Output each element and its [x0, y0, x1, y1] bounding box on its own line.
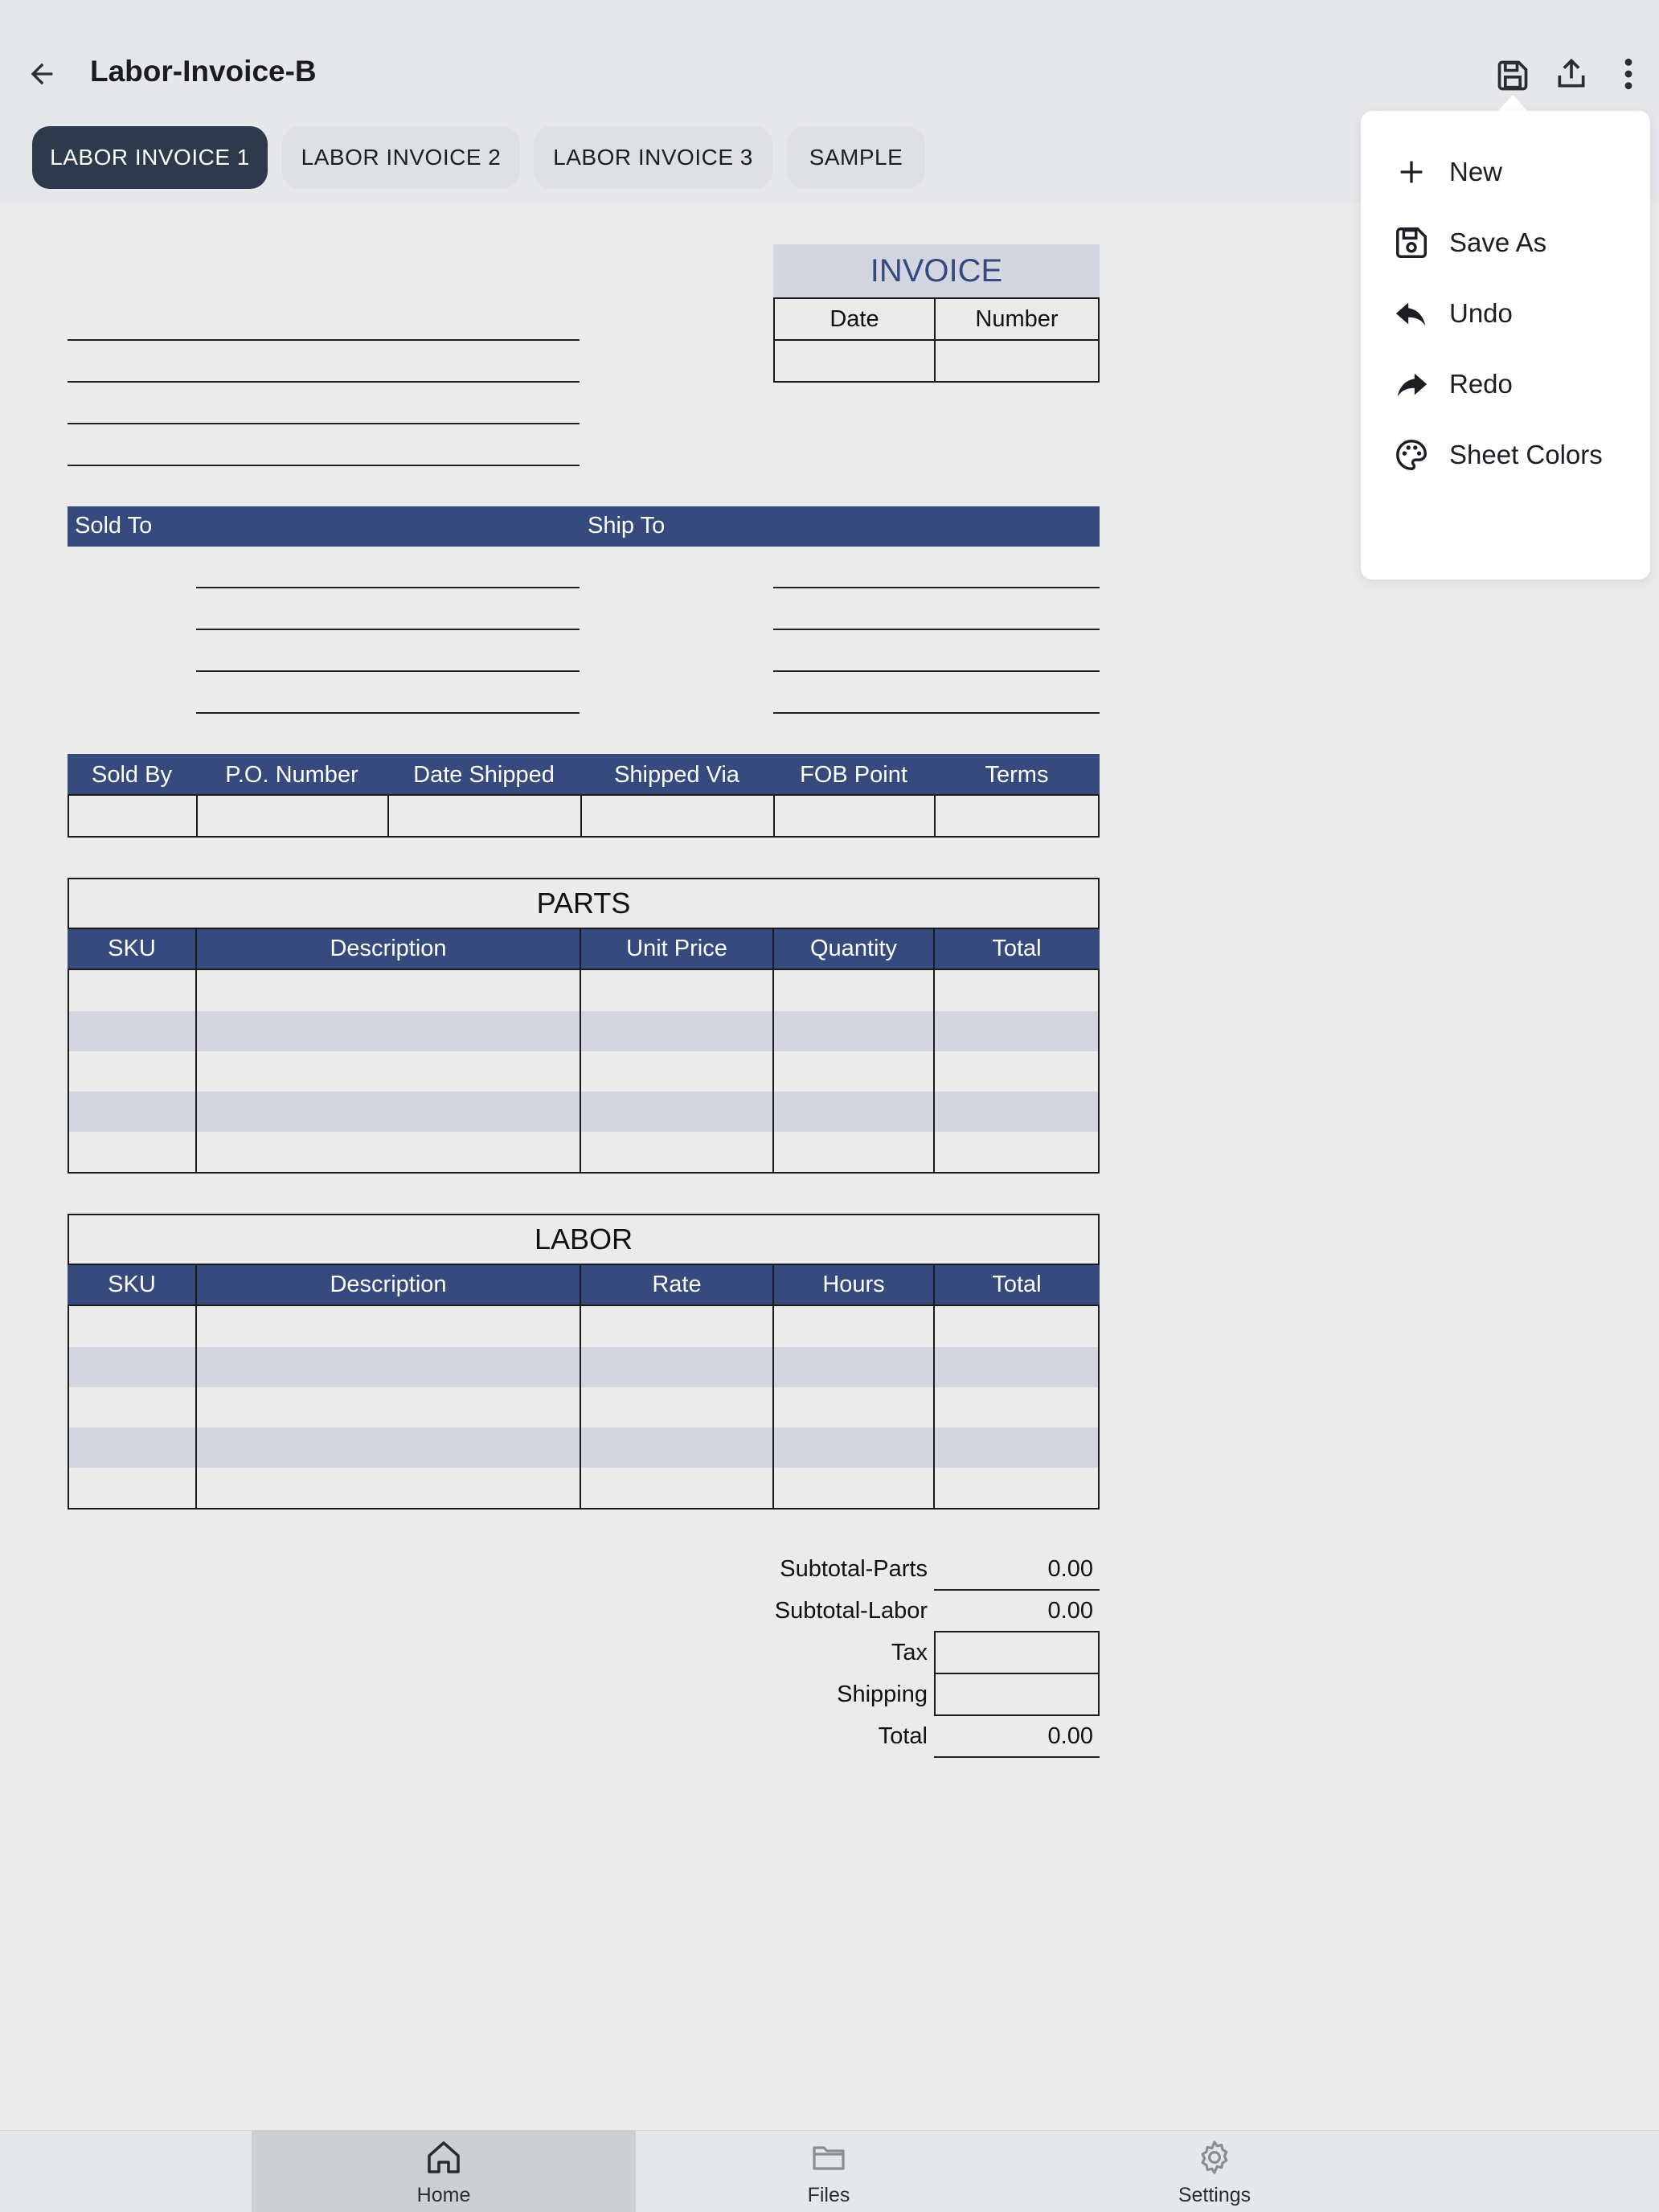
- sold-ship-bar: [68, 506, 1100, 547]
- nav-home-label: Home: [416, 2184, 471, 2206]
- column-divider: [195, 928, 197, 1174]
- labor-hours-header: Hours: [822, 1271, 885, 1297]
- nav-settings-label: Settings: [1178, 2184, 1251, 2206]
- plus-icon: [1387, 156, 1436, 188]
- gear-icon: [1195, 2138, 1234, 2181]
- menu-item-label: Undo: [1449, 298, 1513, 328]
- document-title: Labor-Invoice-B: [90, 55, 317, 88]
- header-divider: [68, 1305, 1100, 1306]
- ship-to-line[interactable]: [773, 712, 1100, 714]
- tab-sample[interactable]: SAMPLE: [787, 126, 925, 189]
- po-number-cell[interactable]: [196, 794, 389, 838]
- sold-to-line[interactable]: [196, 670, 580, 672]
- home-icon: [424, 2138, 463, 2181]
- number-label: Number: [975, 305, 1059, 332]
- menu-item-new[interactable]: [1361, 137, 1650, 207]
- menu-item-label: New: [1449, 157, 1503, 186]
- parts-sku-header: SKU: [108, 935, 156, 961]
- save-as-icon: [1387, 224, 1436, 261]
- number-cell[interactable]: [934, 339, 1100, 383]
- ship-to-line[interactable]: [773, 670, 1100, 672]
- ship-to-label: Ship To: [588, 513, 666, 539]
- save-icon[interactable]: [1489, 51, 1537, 100]
- menu-item-label: Redo: [1449, 369, 1513, 399]
- subtotal-labor-value[interactable]: 0.00: [1047, 1598, 1093, 1624]
- labor-title: LABOR: [534, 1223, 633, 1256]
- date-shipped-cell[interactable]: [387, 794, 582, 838]
- redo-icon: [1387, 366, 1436, 403]
- table-row[interactable]: [69, 1387, 1098, 1428]
- fob-point-header: FOB Point: [800, 761, 907, 788]
- company-line[interactable]: [68, 423, 580, 424]
- tax-field[interactable]: [934, 1631, 1100, 1674]
- shipped-via-cell[interactable]: [580, 794, 775, 838]
- menu-caret: [1497, 95, 1529, 113]
- sold-to-line[interactable]: [196, 587, 580, 588]
- back-arrow-icon[interactable]: [18, 50, 66, 98]
- column-divider: [195, 1264, 197, 1509]
- nav-files-label: Files: [807, 2184, 850, 2206]
- sold-to-label: Sold To: [75, 513, 153, 539]
- terms-cell[interactable]: [934, 794, 1100, 838]
- menu-item-label: Sheet Colors: [1449, 440, 1603, 469]
- tab-labor-invoice-2[interactable]: LABOR INVOICE 2: [282, 126, 520, 189]
- nav-files[interactable]: [636, 2130, 1022, 2212]
- table-row[interactable]: [69, 1305, 1098, 1347]
- company-line[interactable]: [68, 381, 580, 383]
- menu-item-undo[interactable]: [1361, 278, 1650, 349]
- table-row[interactable]: [69, 1347, 1098, 1387]
- parts-quantity-header: Quantity: [810, 935, 897, 961]
- invoice-title: INVOICE: [773, 244, 1100, 297]
- folder-icon: [809, 2138, 848, 2181]
- fob-point-cell[interactable]: [773, 794, 936, 838]
- sold-by-cell[interactable]: [68, 794, 198, 838]
- parts-title: PARTS: [536, 887, 631, 920]
- tax-label: Tax: [891, 1640, 928, 1665]
- date-shipped-header: Date Shipped: [413, 761, 555, 788]
- terms-header: Terms: [985, 761, 1049, 788]
- menu-item-sheet-colors[interactable]: [1361, 420, 1650, 490]
- subtotal-parts-label: Subtotal-Parts: [780, 1556, 928, 1582]
- labor-sku-header: SKU: [108, 1271, 156, 1297]
- table-row[interactable]: [69, 969, 1098, 1011]
- company-line[interactable]: [68, 465, 580, 466]
- header-divider: [68, 969, 1100, 970]
- po-number-header: P.O. Number: [225, 761, 358, 788]
- sold-by-header: Sold By: [92, 761, 172, 788]
- date-label: Date: [830, 305, 879, 332]
- tab-labor-invoice-3[interactable]: LABOR INVOICE 3: [534, 126, 772, 189]
- sold-to-line[interactable]: [196, 712, 580, 714]
- subtotal-parts-underline: [934, 1589, 1100, 1591]
- table-row[interactable]: [69, 1011, 1098, 1051]
- labor-description-header: Description: [330, 1271, 447, 1297]
- shipping-field[interactable]: [934, 1673, 1100, 1716]
- shipping-label: Shipping: [837, 1682, 928, 1707]
- parts-total-header: Total: [992, 935, 1042, 961]
- subtotal-labor-label: Subtotal-Labor: [774, 1598, 928, 1624]
- column-divider: [772, 928, 774, 1174]
- menu-item-redo[interactable]: [1361, 349, 1650, 420]
- more-vert-icon[interactable]: [1604, 50, 1653, 98]
- sold-to-line[interactable]: [196, 629, 580, 630]
- palette-icon: [1387, 436, 1436, 473]
- parts-description-header: Description: [330, 935, 447, 961]
- ship-to-line[interactable]: [773, 629, 1100, 630]
- labor-total-header: Total: [992, 1271, 1042, 1297]
- column-divider: [933, 928, 935, 1174]
- date-header: [773, 297, 936, 341]
- total-value[interactable]: 0.00: [1047, 1723, 1093, 1749]
- number-header: [934, 297, 1100, 341]
- company-line[interactable]: [68, 339, 580, 341]
- undo-icon: [1387, 295, 1436, 332]
- column-divider: [933, 1264, 935, 1509]
- share-icon[interactable]: [1547, 50, 1596, 98]
- menu-item-save-as[interactable]: [1361, 207, 1650, 278]
- table-row[interactable]: [69, 1132, 1098, 1172]
- table-row[interactable]: [69, 1468, 1098, 1508]
- labor-rate-header: Rate: [652, 1271, 702, 1297]
- table-row[interactable]: [69, 1051, 1098, 1092]
- nav-settings[interactable]: [1022, 2130, 1407, 2212]
- shipped-via-header: Shipped Via: [614, 761, 739, 788]
- total-underline: [934, 1756, 1100, 1758]
- ship-to-line[interactable]: [773, 587, 1100, 588]
- subtotal-parts-value[interactable]: 0.00: [1047, 1556, 1093, 1582]
- column-divider: [580, 928, 581, 1174]
- parts-unit-price-header: Unit Price: [626, 935, 727, 961]
- column-divider: [580, 1264, 581, 1509]
- total-label: Total: [878, 1723, 928, 1749]
- nav-home[interactable]: [252, 2130, 636, 2212]
- tab-labor-invoice-1[interactable]: LABOR INVOICE 1: [32, 126, 268, 189]
- table-row[interactable]: [69, 1428, 1098, 1468]
- column-divider: [772, 1264, 774, 1509]
- date-cell[interactable]: [773, 339, 936, 383]
- menu-item-label: Save As: [1449, 227, 1547, 257]
- table-row[interactable]: [69, 1092, 1098, 1132]
